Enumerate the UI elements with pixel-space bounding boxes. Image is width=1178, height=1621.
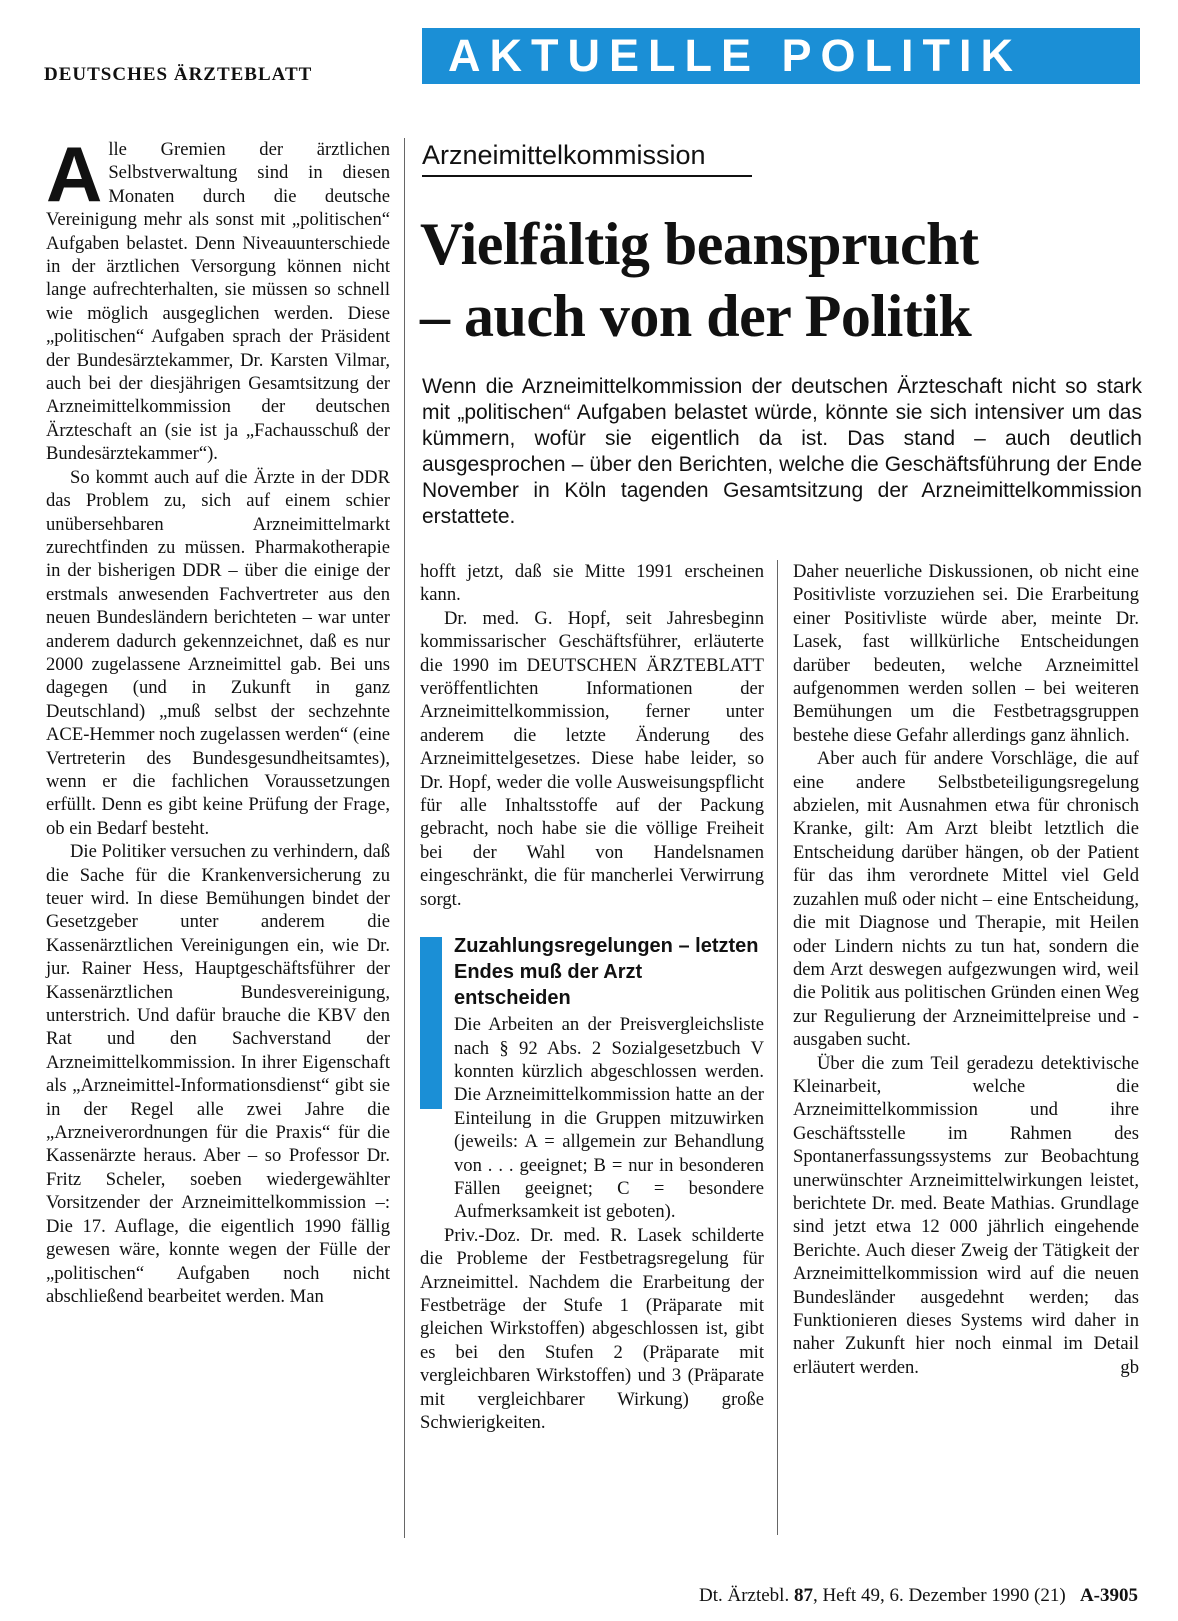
page-footer [699, 1585, 1138, 1607]
accent-bar [420, 937, 442, 1109]
text-column-2 [420, 560, 764, 1434]
paragraph: Über die zum Teil geradezu detektivische Kleinarbeit, welche die Arzneimittelkommission und ihre Geschäftsstelle im Rahmen des Spontanerfassungssystems zur Beobachtung unerwünschter Arzneimittelwirkungen leistet, berichtete Dr. med. Beate Mathias. Grundlage sind jetzt etwa 12 000 jährlich eingehende Berichte. Auch dieser Zweig der Tätigkeit der Arzneimittelkommission wird auf die neuen Bundesländer ausgedehnt werden; das Funktionieren dieses Systems wird daher in naher Zukunft hier noch einmal im Detail erläutert werden. gb [793, 1052, 1139, 1378]
page-number: A-3905 [1079, 1585, 1138, 1606]
section-banner: AKTUELLE POLITIK [422, 28, 1140, 84]
column-divider [404, 138, 405, 1538]
paragraph: Die Arbeiten an der Preisvergleichsliste nach § 92 Abs. 2 Sozialgesetzbuch V konnten kürzlich abgeschlossen werden. Die Arzneimittelkommission hatte an der Einteilung in die Gruppen mitzuwirken (jeweils: A = allgemein zur Behandlung von . . . geeignet; B = nur in besonderen Fällen geeignet; C = besondere Aufmerksamkeit ist geboten). [454, 1014, 764, 1223]
drop-cap: A [46, 130, 103, 218]
citation: Dt. Ärztebl. [698, 1585, 790, 1606]
paragraph: Die Politiker versuchen zu verhindern, daß die Sache für die Krankenversicherung zu teuer wird. In diese Bemühungen bindet der Gesetzgeber unter anderem die Kassenärztlichen Vereinigungen ein, wie Dr. jur. Rainer Hess, Hauptgeschäftsführer der Kassenärztlichen Bundesvereinigung, unterstrich. Und dafür brauche die KBV den Rat und den Sachverstand der Arzneimittelkommission. In ihrer Eigenschaft als „Arzneimittel-Informationsdienst“ gibt sie in der Regel alle zwei Jahre die „Arzneiverordnungen für die Praxis“ für die Kassenärzte heraus. Aber – so Professor Dr. Fritz Scheler, soeben wiedergewählter Vorsitzender der Arzneimittelkommission –: Die 17. Auflage, die eigentlich 1990 fällig gewesen wäre, konnte wegen der Fülle der „politischen“ Aufgaben noch nicht abschließend bearbeitet werden. Man [46, 841, 390, 1307]
paragraph: So kommt auch auf die Ärzte in der DDR das Problem zu, sich auf einem schier unübersehbaren Arzneimittelmarkt zurechtfinden zu müssen. Pharmakotherapie in der bisherigen DDR – über die einige der erstmals anwesenden Fachvertreter aus den neuen Bundesländern berichteten – war unter anderem dadurch gekennzeichnet, daß es nur 2000 zugelassene Arzneimittel gab. Bei uns dagegen (und in Zukunft in ganz Deutschland) „muß selbst der sechzehnte ACE-Hemmer noch zugelassen werden“ (eine Vertreterin des Bundesgesundheitsamtes), wenn er die fachlichen Voraussetzungen erfüllt. Denn es gibt keine Prüfung der Frage, ob ein Bedarf besteht. [46, 466, 390, 839]
article-rubric: Arzneimittelkommission [422, 140, 752, 177]
paragraph: Daher neuerliche Diskussionen, ob nicht eine Positivliste vorzuziehen sei. Die Erarbeitung einer Positivliste würde aber, meinte Dr. Lasek, fast willkürliche Entscheidungen darüber bedeuten, welche Arzneimittel aufgenommen werden sollen – bei weiteren Bemühungen um die Festbetragsgruppen bestehe diese Gefahr allerdings ganz ähnlich. [793, 561, 1139, 746]
paragraph: Alle Gremien der ärztlichen Selbstverwaltung sind in diesen Monaten durch die deutsche Vereinigung mehr als sonst mit „politischen“ Aufgaben belastet. Denn Niveauunterschiede in der ärztlichen Versorgung können nicht lange aufrechterhalten, sie müssen so schnell wie möglich ausgeglichen werden. Diese „politischen“ Aufgaben sprach der Präsident der Bundesärztekammer, Dr. Karsten Vilmar, auch bei der diesjährigen Gesamtsitzung der Arzneimittelkommission der deutschen Ärzteschaft an (sie ist ja „Fachausschuß der Bundesärztekammer“). [46, 130, 390, 465]
text-column-3 [793, 560, 1139, 1379]
paragraph: Aber auch für andere Vorschläge, die auf eine andere Selbstbeteiligungsregelung abzielen, mit Ausnahmen etwa für chronisch Kranke, gilt: Am Arzt bleibt letztlich die Entscheidung darüber hängen, ob der Patient für das ihm verordnete Mittel viel Geld zuzahlen muß oder nicht – eine Entscheidung, die mit Diagnose und Therapie, mit Heilen oder Lindern nichts zu tun hat, sondern die dem Arzt deswegen aufgezwungen wird, weil die Politik aus politischen Gründen einen Weg zur Regulierung der Arzneimittelpreise und -ausgaben sucht. [793, 748, 1139, 1051]
paragraph: Dr. med. G. Hopf, seit Jahresbeginn kommissarischer Geschäftsführer, erläuterte die 1990 im DEUTSCHEN ÄRZTEBLATT veröffentlichten Informationen der Arzneimittelkommission, ferner unter anderem die letzte Änderung des Arzneimittelgesetzes. Diese habe leider, so Dr. Hopf, weder die volle Ausweisungspflicht für alle Inhaltsstoffe auf der Packung gebracht, noch habe sie die völlige Freiheit bei der Wahl von Handelsnamen eingeschränkt, die für mancherlei Verwirrung sorgt. [420, 607, 764, 910]
title-line-2: – auch von der Politik [420, 283, 972, 349]
paragraph: Priv.-Doz. Dr. med. R. Lasek schilderte die Probleme der Festbetragsregelung für Arzneimittel. Nachdem die Erarbeitung der Festbeträge der Stufe 1 (Präparate mit gleichen Wirkstoffen) abgeschlossen ist, gibt es bei den Stufen 2 (Präparate mit vergleichbaren Wirkstoffen) und 3 (Präparate mit vergleichbarer Wirkung) große Schwierigkeiten. [420, 1224, 764, 1433]
paragraph: hofft jetzt, daß sie Mitte 1991 erscheinen kann. [420, 561, 764, 606]
article-lead: Wenn die Arzneimittelkommission der deutschen Ärzteschaft nicht so stark mit „politischen“ Aufgaben belastet würde, könnte sie sich intensiver um das kümmern, wofür sie eigentlich da ist. Das stand – auch deutlich ausgesprochen – über den Berichten, welche die Geschäftsführung der Ende November in Köln tagenden Gesamtsitzung der Arzneimittelkommission erstattete. [422, 375, 1142, 528]
issue-info: , Heft 49, 6. Dezember 1990 (21) [812, 1585, 1066, 1606]
column-divider [777, 560, 778, 1535]
volume: 87 [793, 1585, 813, 1606]
subheading [420, 933, 764, 1093]
journal-name: DEUTSCHES ÄRZTEBLATT [44, 64, 313, 85]
title-line-1: Vielfältig beansprucht [420, 211, 979, 277]
subheading-text: Zuzahlungsregelungen – letzten Endes muß der Arzt entscheiden [454, 935, 759, 1010]
article-title [420, 208, 1150, 352]
text-column-1 [46, 130, 390, 1308]
author-signature: gb [1120, 1356, 1139, 1378]
